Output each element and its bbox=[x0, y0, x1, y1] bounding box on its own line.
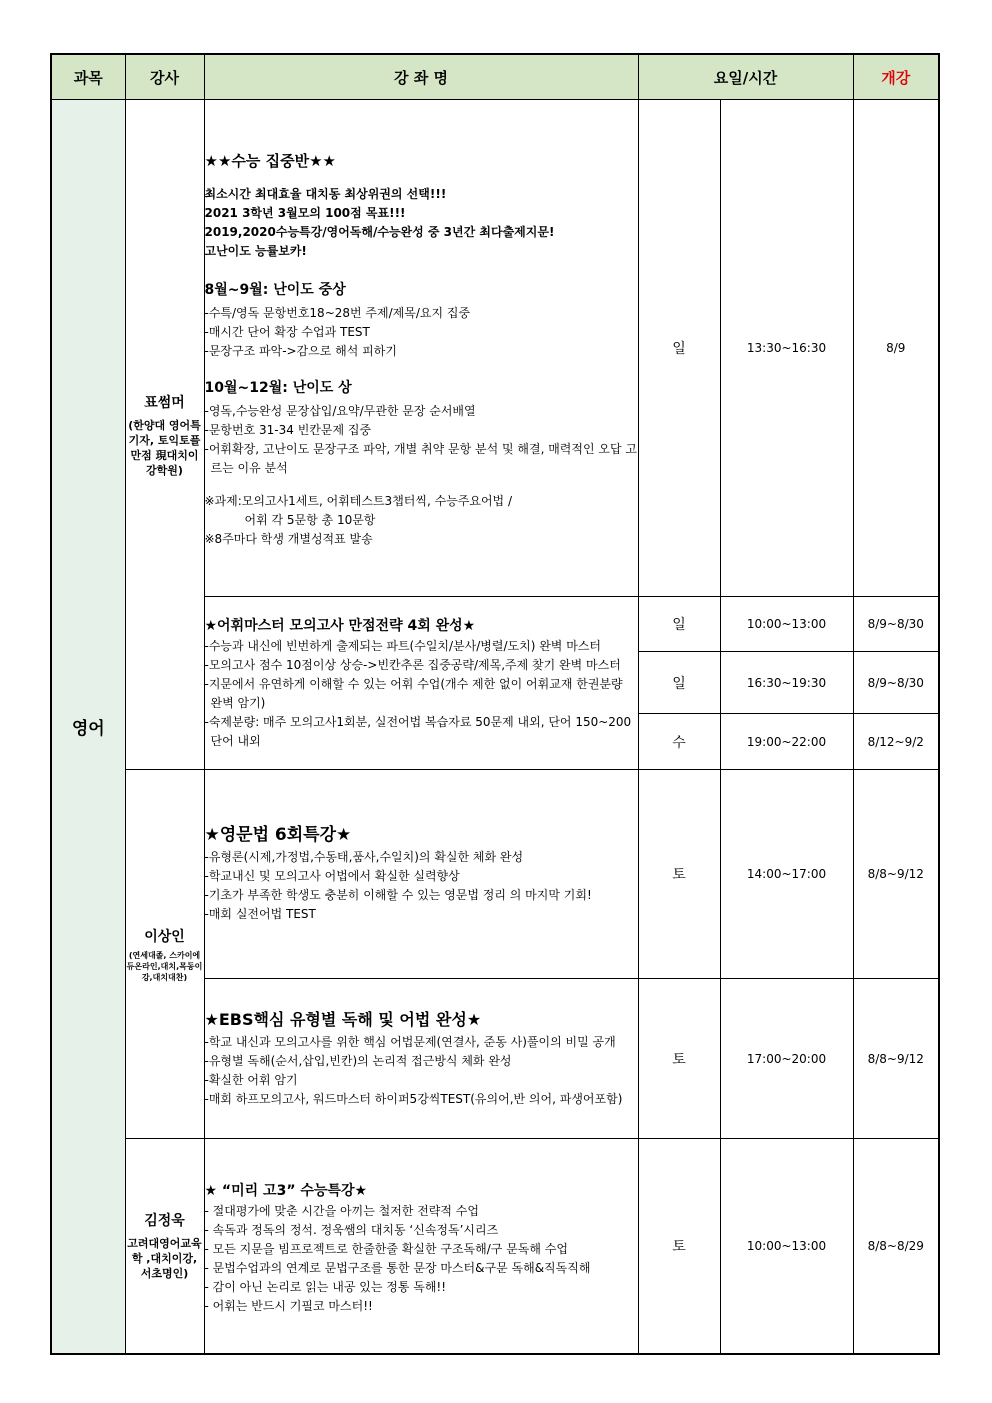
header-instructor: 강사 bbox=[125, 54, 204, 100]
course-item: -기초가 부족한 학생도 충분히 이해할 수 있는 영문법 정리 의 마지막 기회! bbox=[204, 888, 592, 902]
instructor-name: 김정욱 bbox=[144, 1213, 185, 1230]
time-cell: 13:30~16:30 bbox=[720, 100, 853, 597]
course-schedule-table bbox=[50, 53, 940, 1355]
course-title: ★EBS핵심 유형별 독해 및 어법 완성★ bbox=[204, 1009, 482, 1029]
open-date-cell: 8/8~8/29 bbox=[853, 1139, 939, 1354]
header-open: 개강 bbox=[853, 54, 939, 100]
header-course: 강 좌 명 bbox=[204, 54, 638, 100]
subject-cell: 영어 bbox=[51, 100, 125, 1354]
course-title: ★★수능 집중반★★ bbox=[204, 151, 336, 170]
section-heading: 8월~9월: 난이도 중상 bbox=[204, 281, 346, 298]
course-title: ★어휘마스터 모의고사 만점전략 4회 완성★ bbox=[204, 618, 476, 634]
section-heading: 10월~12월: 난이도 상 bbox=[204, 379, 352, 396]
course-item: -확실한 어휘 암기 bbox=[204, 1072, 298, 1087]
time-cell: 10:00~13:00 bbox=[720, 1139, 853, 1354]
course-item: -매회 하프모의고사, 워드마스터 하이퍼5강씩TEST(유의어,반 의어, 파생어포함) bbox=[204, 1091, 623, 1106]
course-cell-5 bbox=[204, 1139, 638, 1354]
instructor-cell-1 bbox=[125, 100, 204, 770]
course-item: -지문에서 유연하게 이해할 수 있는 어휘 수업(개수 제한 없이 어휘교재 한권분량 완벽 암기) bbox=[204, 677, 623, 710]
open-date-cell: 8/9 bbox=[853, 100, 939, 597]
day-cell: 일 bbox=[638, 597, 720, 652]
course-item: -수능과 내신에 빈번하게 출제되는 파트(수일치/분사/병렬/도치) 완벽 마스터 bbox=[204, 639, 601, 653]
instructor-affiliation: (연세대졸, 스카이에듀온라인,대치,목동이강,대치대찬) bbox=[126, 950, 203, 982]
course-item: -학교 내신과 모의고사를 위한 핵심 어법문제(연결사, 준동 사)풀이의 비밀 공개 bbox=[204, 1034, 616, 1049]
instructor-cell-3 bbox=[125, 1139, 204, 1354]
intro-line: 2021 3학년 3월모의 100점 목표!!! bbox=[204, 205, 406, 220]
intro-line: 최소시간 최대효율 대치동 최상위권의 선택!!! bbox=[204, 186, 447, 201]
course-item: -어휘확장, 고난이도 문장구조 파악, 개별 취약 문항 분석 및 해결, 매력적인 오답 고르는 이유 분석 bbox=[204, 441, 637, 475]
day-cell: 수 bbox=[638, 714, 720, 770]
open-date-cell: 8/9~8/30 bbox=[853, 652, 939, 714]
course-item: - 감이 아닌 논리로 읽는 내공 있는 정통 독해!! bbox=[204, 1280, 447, 1295]
time-cell: 10:00~13:00 bbox=[720, 597, 853, 652]
course-item: -수특/영독 문항번호18~28번 주제/제목/요지 집중 bbox=[204, 305, 471, 320]
time-cell: 16:30~19:30 bbox=[720, 652, 853, 714]
course-title: ★ “미리 고3” 수능특강★ bbox=[204, 1183, 368, 1200]
intro-line: 고난이도 능률보카! bbox=[204, 243, 307, 258]
course-item: -문항번호 31-34 빈칸문제 집중 bbox=[204, 422, 372, 437]
course-item: -학교내신 및 모의고사 어법에서 확실한 실력향상 bbox=[204, 869, 460, 883]
note-line: 어휘 각 5문항 총 10문항 bbox=[244, 512, 376, 527]
course-row-1 bbox=[51, 100, 939, 597]
course-intro bbox=[205, 185, 638, 261]
time-cell: 19:00~22:00 bbox=[720, 714, 853, 770]
course-item: -매회 실전어법 TEST bbox=[204, 907, 316, 921]
course-row-3 bbox=[51, 770, 939, 979]
time-cell: 17:00~20:00 bbox=[720, 979, 853, 1139]
course-item: - 속독과 정독의 정석. 정욱쌤의 대치동 ‘신속정독’시리즈 bbox=[204, 1223, 499, 1238]
course-item: - 절대평가에 맞춘 시간을 아끼는 철저한 전략적 수업 bbox=[204, 1204, 479, 1219]
course-item: - 모든 지문을 빔프로젝트로 한줄한줄 확실한 구조독해/구 문독해 수업 bbox=[204, 1242, 568, 1257]
course-cell-4 bbox=[204, 979, 638, 1139]
instructor-name: 이상인 bbox=[144, 928, 185, 945]
open-date-cell: 8/9~8/30 bbox=[853, 597, 939, 652]
course-item: -영독,수능완성 문장삽입/요약/무관한 문장 순서배열 bbox=[204, 403, 476, 418]
header-subject: 과목 bbox=[51, 54, 125, 100]
open-date-cell: 8/12~9/2 bbox=[853, 714, 939, 770]
instructor-affiliation: (한양대 영어특기자, 토익토플만점 現대치이강학원) bbox=[128, 418, 201, 477]
day-cell: 일 bbox=[638, 652, 720, 714]
time-cell: 14:00~17:00 bbox=[720, 770, 853, 979]
day-cell: 토 bbox=[638, 979, 720, 1139]
course-cell-2 bbox=[204, 597, 638, 770]
instructor-affiliation: 고려대영어교육학 ,대치이강, 서초명인) bbox=[127, 1237, 202, 1281]
course-title: ★영문법 6회특강★ bbox=[204, 825, 352, 845]
header-row bbox=[51, 54, 939, 100]
course-item: - 문법수업과의 연계로 문법구조를 통한 문장 마스터&구문 독해&직독직해 bbox=[204, 1261, 591, 1276]
course-cell-3 bbox=[204, 770, 638, 979]
day-cell: 토 bbox=[638, 1139, 720, 1354]
day-cell: 일 bbox=[638, 100, 720, 597]
note-line: ※8주마다 학생 개별성적표 발송 bbox=[204, 531, 373, 546]
course-notes bbox=[205, 492, 638, 549]
note-line: ※과제:모의고사1세트, 어휘테스트3챕터씩, 수능주요어법 / bbox=[204, 493, 513, 508]
header-day-time: 요일/시간 bbox=[638, 54, 853, 100]
intro-line: 2019,2020수능특강/영어독해/수능완성 중 3년간 최다출제지문! bbox=[204, 224, 555, 239]
course-item: -유형론(시제,가정법,수동태,품사,수일치)의 확실한 체화 완성 bbox=[204, 850, 524, 864]
course-item: -매시간 단어 확장 수업과 TEST bbox=[204, 324, 370, 339]
course-item: -유형별 독해(순서,삽입,빈칸)의 논리적 접근방식 체화 완성 bbox=[204, 1053, 512, 1068]
open-date-cell: 8/8~9/12 bbox=[853, 770, 939, 979]
course-row-5 bbox=[51, 1139, 939, 1354]
instructor-name: 표썸머 bbox=[144, 394, 185, 411]
instructor-cell-2 bbox=[125, 770, 204, 1139]
course-item: -모의고사 점수 10점이상 상승->빈칸추론 집중공략/제목,주제 찾기 완벽 마스터 bbox=[204, 658, 621, 672]
course-item: -문장구조 파악->감으로 해석 피하기 bbox=[204, 343, 397, 358]
course-item: -숙제분량: 매주 모의고사1회분, 실전어법 복습자료 50문제 내외, 단어 150~200단어 내외 bbox=[204, 715, 632, 748]
open-date-cell: 8/8~9/12 bbox=[853, 979, 939, 1139]
course-item: - 어휘는 반드시 기필코 마스터!! bbox=[204, 1299, 373, 1314]
day-cell: 토 bbox=[638, 770, 720, 979]
course-cell-1 bbox=[204, 100, 638, 597]
